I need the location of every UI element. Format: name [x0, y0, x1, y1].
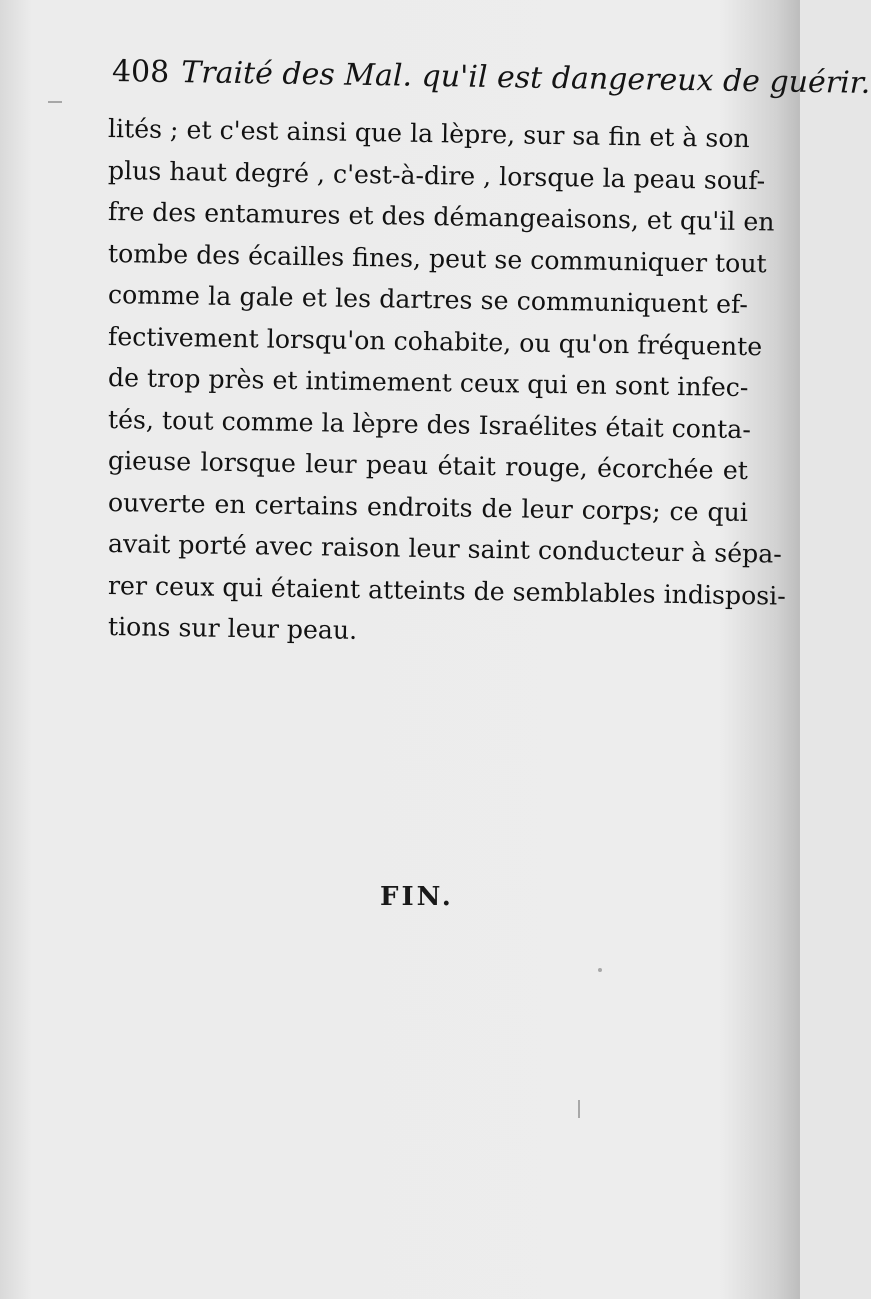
paper-speck	[48, 101, 62, 103]
text-line: avait porté avec raison leur saint conducteur à sépa-	[107, 529, 782, 569]
running-head	[111, 54, 871, 101]
paper-speck	[598, 968, 602, 972]
text-line: ouverte en certains endroits de leur corps; ce qui	[107, 487, 749, 527]
page-number: 408	[111, 54, 170, 90]
text-line: rer ceux qui étaient atteints de semblables indisposi-	[107, 570, 786, 611]
text-line: tombe des écailles fines, peut se communiquer tout	[107, 238, 767, 278]
text-line: fectivement lorsqu'on cohabite, ou qu'on fréquente	[107, 321, 763, 361]
text-line: tés, tout comme la lèpre des Israélites était conta-	[107, 404, 752, 444]
text-line: lités ; et c'est ainsi que la lèpre, sur sa fin et à son	[107, 114, 750, 154]
body-text	[107, 108, 786, 648]
text-line: plus haut degré , c'est-à-dire , lorsque la peau souf-	[107, 155, 766, 195]
text-line-last: tions sur leur peau.	[107, 612, 358, 645]
text-line: de trop près et intimement ceux qui en sont infec-	[107, 363, 749, 403]
running-title: Traité des Mal. qu'il est dangereux de guérir.	[180, 55, 871, 101]
paper-speck	[578, 1100, 580, 1118]
text-line: gieuse lorsque leur peau était rouge, écorchée et	[107, 446, 749, 486]
text-line: fre des entamures et des démangeaisons, et qu'il en	[107, 197, 775, 237]
fin-mark: FIN.	[380, 882, 454, 912]
text-line: comme la gale et les dartres se communiquent ef-	[107, 280, 749, 320]
